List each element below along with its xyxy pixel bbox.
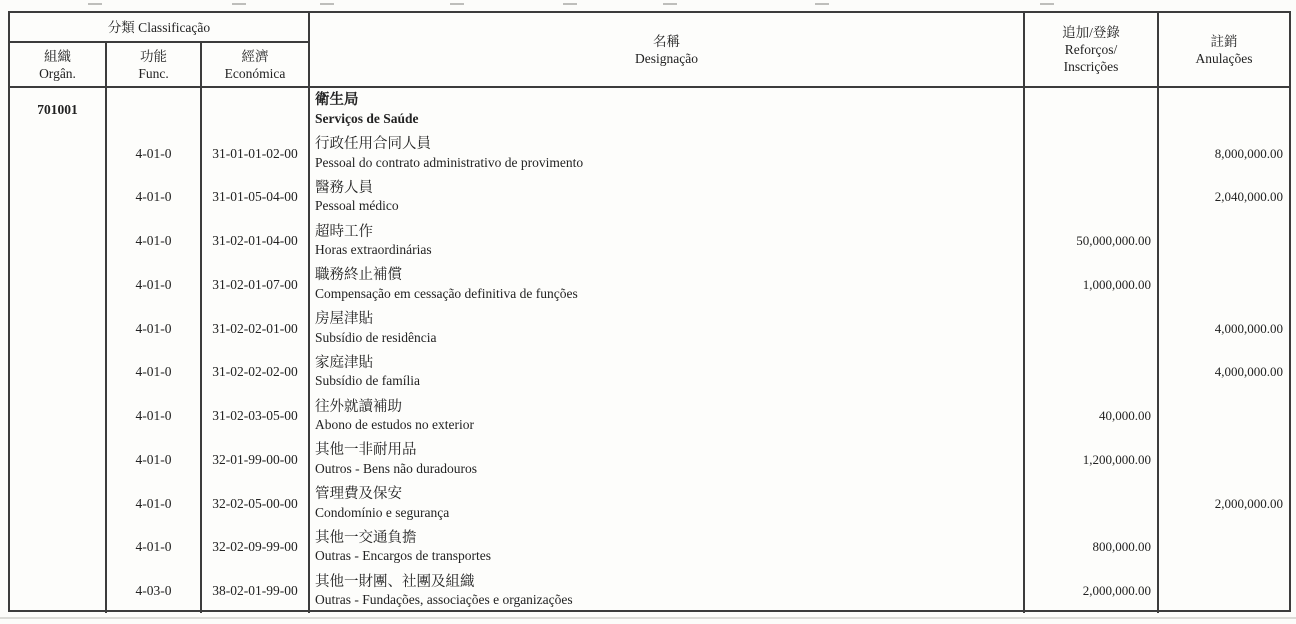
table-row [10,263,1289,307]
table-body [10,88,1289,613]
cell-functional-code [107,88,202,132]
designation-zh: 行政任用合同人員 [315,136,431,153]
cell-functional-code: 4-01-0 [107,526,202,570]
header-organ [10,43,107,86]
cell-reforcos-amount [1025,307,1159,351]
cell-economic-code: 31-02-03-05-00 [202,394,310,438]
cell-designation [310,176,1025,220]
designation-pt: Subsídio de família [315,373,420,389]
header-econ-pt: Económica [224,65,286,81]
designation-zh: 管理費及保安 [315,486,402,503]
header-anulacoes-zh: 註銷 [1210,33,1238,49]
table-row [10,569,1289,613]
designation-zh: 往外就讀補助 [315,398,402,415]
designation-pt: Compensação em cessação definitiva de funções [315,285,578,301]
designation-zh: 房屋津貼 [315,311,373,328]
designation-zh: 職務終止補償 [315,267,402,284]
cell-reforcos-amount: 2,000,000.00 [1025,569,1159,613]
cell-anulacoes-amount: 4,000,000.00 [1214,364,1283,380]
cell-economic-code: 31-02-02-01-00 [202,307,310,351]
header-econ [202,43,310,86]
cell-organ-code [10,176,107,220]
cell-organ-code [10,526,107,570]
cell-functional-code: 4-01-0 [107,307,202,351]
header-organ-pt: Orgân. [39,65,76,81]
table-row [10,307,1289,351]
cell-organ-code: 701001 [10,88,107,132]
cell-economic-code: 32-02-05-00-00 [202,482,310,526]
designation-zh: 衛生局 [315,92,359,109]
cell-anulacoes-amount [1159,88,1289,132]
table-row [10,438,1289,482]
designation-pt: Outras - Encargos de transportes [315,548,491,564]
cell-organ-code [10,569,107,613]
cell-anulacoes-amount: 4,000,000.00 [1214,320,1283,336]
header-classification-label: 分類 Classificação [107,19,211,35]
cell-economic-code: 32-01-99-00-00 [202,438,310,482]
cell-anulacoes-amount [1159,438,1289,482]
designation-zh: 其他一財團、社團及組織 [315,573,475,590]
cell-functional-code: 4-01-0 [107,219,202,263]
cell-organ-code [10,263,107,307]
cell-designation [310,438,1025,482]
cell-designation [310,569,1025,613]
designation-pt: Serviços de Saúde [315,110,419,126]
designation-pt: Outras - Fundações, associações e organizações [315,592,573,608]
header-anulacoes-pt: Anulações [1195,50,1253,66]
cell-anulacoes-amount [1159,219,1289,263]
cell-reforcos-amount [1025,482,1159,526]
designation-pt: Pessoal do contrato administrativo de provimento [315,154,584,170]
cell-designation [310,351,1025,395]
designation-zh: 家庭津貼 [315,354,373,371]
scan-artifact-line [0,617,1296,619]
header-designation-pt: Designação [635,50,698,66]
designation-zh: 其他一非耐用品 [315,442,417,459]
scan-artifact-dash [663,3,677,5]
header-designation [310,13,1025,86]
cell-economic-code: 31-02-01-07-00 [202,263,310,307]
cell-functional-code: 4-01-0 [107,263,202,307]
cell-functional-code: 4-01-0 [107,351,202,395]
header-func-pt: Func. [138,65,169,81]
cell-reforcos-amount: 1,200,000.00 [1025,438,1159,482]
table-row [10,351,1289,395]
cell-economic-code: 31-02-01-04-00 [202,219,310,263]
table-row [10,482,1289,526]
cell-designation [310,307,1025,351]
table-row [10,88,1289,132]
header-reforcos [1025,13,1159,86]
cell-anulacoes-amount [1159,569,1289,613]
header-classification [10,13,310,43]
scan-artifact-dash [232,3,246,5]
cell-designation [310,132,1025,176]
table-row [10,176,1289,220]
cell-functional-code: 4-01-0 [107,394,202,438]
cell-designation [310,482,1025,526]
header-reforcos-pt1: Reforços/ [1064,42,1118,57]
cell-economic-code: 31-01-01-02-00 [202,132,310,176]
designation-zh: 醫務人員 [315,179,373,196]
cell-organ-code [10,438,107,482]
cell-anulacoes-amount: 2,040,000.00 [1214,189,1283,205]
cell-functional-code: 4-01-0 [107,438,202,482]
cell-reforcos-amount [1025,176,1159,220]
cell-economic-code: 31-02-02-02-00 [202,351,310,395]
header-anulacoes [1159,13,1289,86]
cell-designation [310,88,1025,132]
designation-pt: Abono de estudos no exterior [315,417,474,433]
cell-reforcos-amount: 1,000,000.00 [1025,263,1159,307]
scan-artifact-dash [1040,3,1054,5]
scan-artifact-dash [563,3,577,5]
cell-functional-code: 4-01-0 [107,132,202,176]
cell-designation [310,526,1025,570]
designation-pt: Outros - Bens não duradouros [315,460,477,476]
cell-organ-code [10,482,107,526]
designation-pt: Horas extraordinárias [315,242,432,258]
cell-designation [310,263,1025,307]
cell-anulacoes-amount: 8,000,000.00 [1214,145,1283,161]
table-row [10,219,1289,263]
budget-table [8,11,1291,612]
cell-reforcos-amount: 50,000,000.00 [1025,219,1159,263]
cell-functional-code: 4-03-0 [107,569,202,613]
header-reforcos-zh: 追加/登錄 [1062,25,1120,40]
table-row [10,394,1289,438]
cell-organ-code [10,394,107,438]
designation-pt: Subsídio de residência [315,329,437,345]
cell-economic-code [202,88,310,132]
table-header [10,13,1289,88]
scan-artifact-dash [815,3,829,5]
cell-functional-code: 4-01-0 [107,176,202,220]
cell-reforcos-amount [1025,88,1159,132]
cell-economic-code: 32-02-09-99-00 [202,526,310,570]
scan-artifact-dash [88,3,102,5]
cell-organ-code [10,307,107,351]
designation-pt: Condomínio e segurança [315,504,450,520]
cell-anulacoes-amount: 2,000,000.00 [1214,495,1283,511]
header-organ-zh: 組織 [44,48,71,64]
header-designation-zh: 名稱 [653,33,680,49]
cell-anulacoes-amount [1159,526,1289,570]
cell-functional-code: 4-01-0 [107,482,202,526]
cell-organ-code [10,219,107,263]
cell-reforcos-amount [1025,132,1159,176]
scan-artifact-dash [450,3,464,5]
cell-designation [310,394,1025,438]
designation-zh: 超時工作 [315,223,373,240]
designation-pt: Pessoal médico [315,198,399,214]
cell-organ-code [10,132,107,176]
header-econ-zh: 經濟 [241,48,269,64]
cell-economic-code: 31-01-05-04-00 [202,176,310,220]
cell-anulacoes-amount [1159,394,1289,438]
header-func [107,43,202,86]
cell-reforcos-amount: 40,000.00 [1025,394,1159,438]
table-row [10,132,1289,176]
cell-reforcos-amount: 800,000.00 [1025,526,1159,570]
header-func-zh: 功能 [140,48,167,64]
cell-organ-code [10,351,107,395]
cell-economic-code: 38-02-01-99-00 [202,569,310,613]
header-reforcos-pt2: Inscrições [1063,59,1119,74]
scan-artifact-dash [320,3,334,5]
designation-zh: 其他一交通負擔 [315,529,417,546]
cell-anulacoes-amount [1159,263,1289,307]
cell-reforcos-amount [1025,351,1159,395]
cell-designation [310,219,1025,263]
table-row [10,526,1289,570]
